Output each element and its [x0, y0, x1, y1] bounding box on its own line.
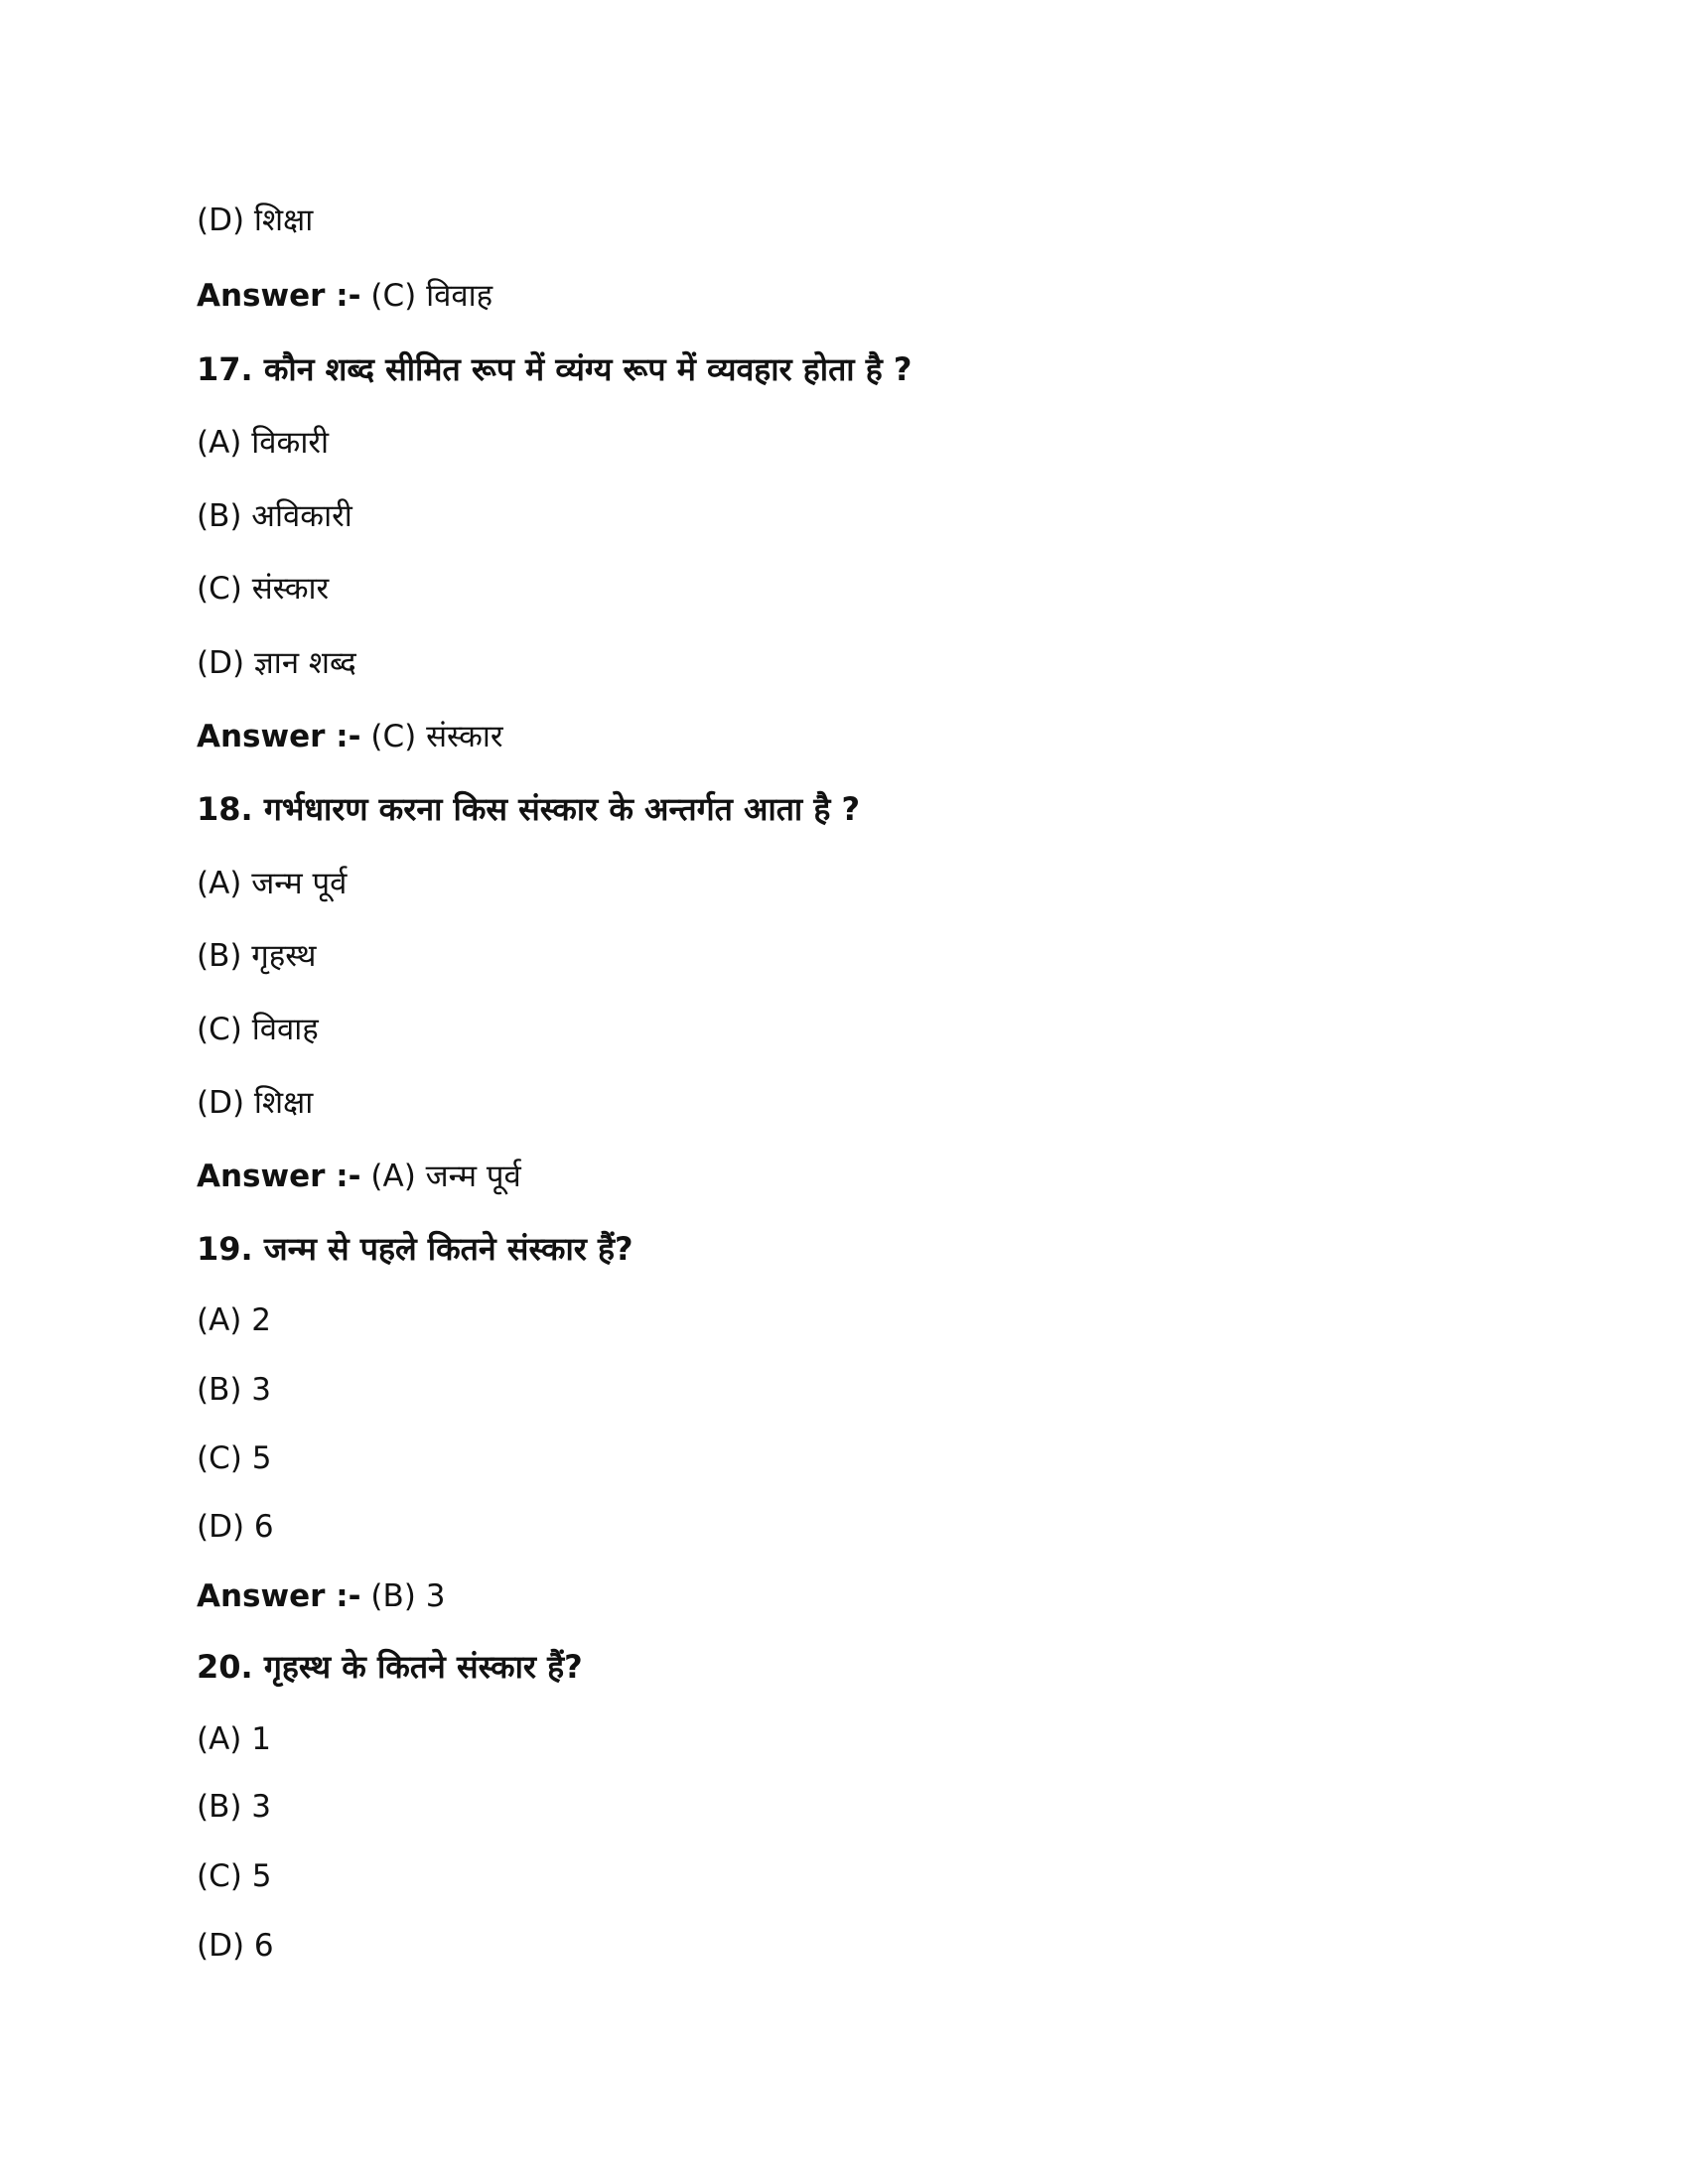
option-line: (C) 5	[197, 1858, 272, 1894]
option-line: (D) 6	[197, 1928, 274, 1964]
option-line: (C) 5	[197, 1440, 272, 1476]
option-line: (A) जन्म पूर्व	[197, 866, 348, 901]
option-line: (B) अविकारी	[197, 498, 352, 534]
answer-label: Answer :-	[197, 719, 361, 754]
option-line: (D) 6	[197, 1509, 274, 1545]
option-line: (D) शिक्षा	[197, 1085, 314, 1121]
answer-label: Answer :-	[197, 1578, 361, 1614]
answer-value: (C) संस्कार	[370, 719, 503, 754]
option-line: (D) ज्ञान शब्द	[197, 645, 356, 681]
option-line: (A) 1	[197, 1721, 271, 1757]
option-line: (B) 3	[197, 1372, 272, 1408]
question-20: 20. गृहस्थ के कितने संस्कार हैं?	[197, 1648, 583, 1686]
answer-value: (C) विवाह	[370, 278, 493, 314]
answer-value: (B) 3	[370, 1578, 446, 1614]
answer-label: Answer :-	[197, 1159, 361, 1194]
answer-line	[197, 1576, 445, 1616]
option-line: (D) शिक्षा	[197, 203, 314, 238]
answer-line	[197, 717, 503, 756]
option-line: (C) विवाह	[197, 1012, 319, 1047]
option-line: (B) 3	[197, 1789, 272, 1825]
question-19: 19. जन्म से पहले कितने संस्कार हैं?	[197, 1230, 633, 1268]
answer-line	[197, 1157, 521, 1196]
option-line: (C) संस्कार	[197, 571, 330, 607]
question-18: 18. गर्भधारण करना किस संस्कार के अन्तर्गत आता है ?	[197, 790, 861, 828]
option-line: (B) गृहस्थ	[197, 938, 317, 974]
option-line: (A) 2	[197, 1302, 271, 1338]
answer-label: Answer :-	[197, 278, 361, 314]
question-17: 17. कौन शब्द सीमित रूप में व्यंग्य रूप में व्यवहार होता है ?	[197, 350, 913, 388]
answer-line	[197, 276, 492, 316]
answer-value: (A) जन्म पूर्व	[370, 1159, 521, 1194]
option-line: (A) विकारी	[197, 425, 330, 461]
